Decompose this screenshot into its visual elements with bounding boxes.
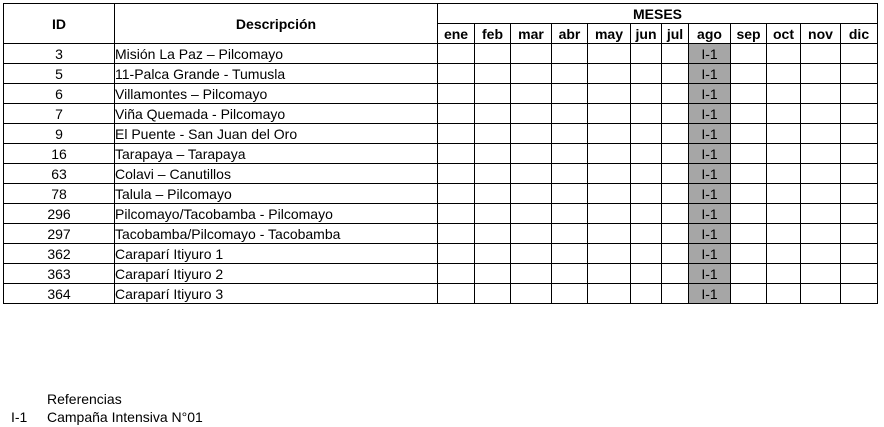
table-row — [4, 244, 878, 264]
row-id: 296 — [4, 204, 115, 224]
month-cell-may — [588, 44, 631, 64]
month-header-oct: oct — [767, 24, 801, 44]
month-cell-may — [588, 244, 631, 264]
month-cell-jul — [662, 64, 689, 84]
month-cell-abr — [552, 104, 588, 124]
month-cell-may — [588, 124, 631, 144]
month-cell-mar — [511, 144, 552, 164]
month-cell-jul — [662, 84, 689, 104]
month-cell-oct — [767, 124, 801, 144]
month-cell-jul — [662, 124, 689, 144]
month-cell-abr — [552, 144, 588, 164]
month-cell-abr — [552, 44, 588, 64]
month-cell-nov — [801, 284, 841, 304]
month-cell-oct — [767, 164, 801, 184]
month-cell-abr — [552, 164, 588, 184]
month-cell-sep — [731, 44, 767, 64]
month-cell-ago: I-1 — [689, 164, 731, 184]
month-cell-jun — [631, 284, 662, 304]
table-row — [4, 104, 878, 124]
month-cell-ago: I-1 — [689, 124, 731, 144]
month-cell-feb — [475, 64, 511, 84]
month-cell-sep — [731, 164, 767, 184]
month-cell-nov — [801, 204, 841, 224]
month-cell-ago: I-1 — [689, 44, 731, 64]
month-cell-oct — [767, 104, 801, 124]
row-description: Pilcomayo/Tacobamba - Pilcomayo — [115, 204, 438, 224]
month-cell-oct — [767, 264, 801, 284]
row-description: Caraparí Itiyuro 2 — [115, 264, 438, 284]
month-cell-may — [588, 84, 631, 104]
month-header-abr: abr — [552, 24, 588, 44]
month-cell-feb — [475, 124, 511, 144]
table-row — [4, 44, 878, 64]
month-header-feb: feb — [475, 24, 511, 44]
month-cell-jun — [631, 224, 662, 244]
month-cell-jun — [631, 204, 662, 224]
month-cell-mar — [511, 44, 552, 64]
month-cell-ago: I-1 — [689, 64, 731, 84]
month-cell-sep — [731, 264, 767, 284]
row-id: 364 — [4, 284, 115, 304]
month-cell-feb — [475, 184, 511, 204]
header-meses: MESES — [438, 4, 878, 24]
month-cell-mar — [511, 184, 552, 204]
month-cell-sep — [731, 104, 767, 124]
month-cell-may — [588, 64, 631, 84]
month-cell-sep — [731, 124, 767, 144]
month-cell-ene — [438, 144, 475, 164]
month-cell-abr — [552, 84, 588, 104]
table-row — [4, 84, 878, 104]
month-cell-ene — [438, 84, 475, 104]
month-cell-abr — [552, 124, 588, 144]
month-cell-feb — [475, 84, 511, 104]
month-cell-sep — [731, 204, 767, 224]
month-cell-jul — [662, 184, 689, 204]
month-cell-ene — [438, 104, 475, 124]
table-row — [4, 224, 878, 244]
month-cell-dic — [841, 224, 878, 244]
month-cell-mar — [511, 224, 552, 244]
row-description: El Puente - San Juan del Oro — [115, 124, 438, 144]
month-cell-may — [588, 284, 631, 304]
table-row — [4, 64, 878, 84]
month-cell-mar — [511, 104, 552, 124]
month-cell-jul — [662, 224, 689, 244]
month-cell-mar — [511, 84, 552, 104]
schedule-table — [3, 3, 878, 304]
month-cell-dic — [841, 264, 878, 284]
row-id: 6 — [4, 84, 115, 104]
month-header-sep: sep — [731, 24, 767, 44]
month-cell-jul — [662, 244, 689, 264]
row-id: 78 — [4, 184, 115, 204]
month-cell-jul — [662, 44, 689, 64]
month-cell-may — [588, 164, 631, 184]
row-id: 363 — [4, 264, 115, 284]
reference-description: Campaña Intensiva N°01 — [47, 409, 203, 425]
month-cell-jul — [662, 144, 689, 164]
month-cell-oct — [767, 284, 801, 304]
row-description: Caraparí Itiyuro 1 — [115, 244, 438, 264]
row-description: 11-Palca Grande - Tumusla — [115, 64, 438, 84]
month-cell-ago: I-1 — [689, 224, 731, 244]
month-cell-oct — [767, 64, 801, 84]
month-cell-mar — [511, 204, 552, 224]
month-cell-mar — [511, 124, 552, 144]
month-cell-jul — [662, 164, 689, 184]
month-cell-jul — [662, 104, 689, 124]
month-cell-abr — [552, 64, 588, 84]
month-cell-sep — [731, 144, 767, 164]
table-row — [4, 204, 878, 224]
row-id: 362 — [4, 244, 115, 264]
table-body — [4, 44, 878, 304]
month-cell-mar — [511, 64, 552, 84]
month-cell-feb — [475, 104, 511, 124]
month-cell-ago: I-1 — [689, 104, 731, 124]
month-cell-nov — [801, 264, 841, 284]
month-cell-ene — [438, 264, 475, 284]
month-cell-ago: I-1 — [689, 204, 731, 224]
month-cell-ago: I-1 — [689, 264, 731, 284]
month-cell-feb — [475, 144, 511, 164]
month-cell-abr — [552, 184, 588, 204]
month-cell-nov — [801, 164, 841, 184]
row-description: Misión La Paz – Pilcomayo — [115, 44, 438, 64]
month-cell-ene — [438, 124, 475, 144]
month-cell-abr — [552, 244, 588, 264]
month-cell-oct — [767, 44, 801, 64]
row-id: 9 — [4, 124, 115, 144]
month-cell-dic — [841, 44, 878, 64]
table-row — [4, 164, 878, 184]
table-row — [4, 144, 878, 164]
row-id: 297 — [4, 224, 115, 244]
row-description: Colavi – Canutillos — [115, 164, 438, 184]
month-cell-jun — [631, 244, 662, 264]
month-cell-feb — [475, 284, 511, 304]
month-cell-abr — [552, 264, 588, 284]
month-cell-nov — [801, 124, 841, 144]
month-cell-nov — [801, 144, 841, 164]
month-cell-feb — [475, 164, 511, 184]
month-cell-oct — [767, 224, 801, 244]
month-cell-nov — [801, 64, 841, 84]
header-description: Descripción — [115, 4, 438, 44]
month-cell-may — [588, 264, 631, 284]
row-description: Viña Quemada - Pilcomayo — [115, 104, 438, 124]
month-cell-ene — [438, 224, 475, 244]
month-cell-ago: I-1 — [689, 144, 731, 164]
month-cell-jun — [631, 264, 662, 284]
month-cell-oct — [767, 204, 801, 224]
month-header-nov: nov — [801, 24, 841, 44]
month-cell-nov — [801, 184, 841, 204]
month-cell-may — [588, 104, 631, 124]
row-id: 5 — [4, 64, 115, 84]
month-cell-dic — [841, 144, 878, 164]
month-cell-oct — [767, 244, 801, 264]
month-cell-dic — [841, 104, 878, 124]
month-cell-nov — [801, 224, 841, 244]
table-row — [4, 264, 878, 284]
month-cell-oct — [767, 184, 801, 204]
row-id: 16 — [4, 144, 115, 164]
reference-code: I-1 — [11, 409, 28, 425]
month-cell-sep — [731, 84, 767, 104]
month-cell-jun — [631, 184, 662, 204]
month-cell-ene — [438, 164, 475, 184]
month-cell-dic — [841, 284, 878, 304]
month-cell-abr — [552, 204, 588, 224]
month-cell-dic — [841, 84, 878, 104]
month-cell-may — [588, 144, 631, 164]
table-row — [4, 184, 878, 204]
row-description: Villamontes – Pilcomayo — [115, 84, 438, 104]
month-cell-ago: I-1 — [689, 284, 731, 304]
month-cell-jul — [662, 204, 689, 224]
month-cell-jul — [662, 264, 689, 284]
month-cell-dic — [841, 164, 878, 184]
month-cell-ene — [438, 284, 475, 304]
month-cell-dic — [841, 204, 878, 224]
month-cell-nov — [801, 84, 841, 104]
month-cell-jun — [631, 84, 662, 104]
month-cell-nov — [801, 44, 841, 64]
month-cell-sep — [731, 224, 767, 244]
row-id: 63 — [4, 164, 115, 184]
month-cell-ene — [438, 64, 475, 84]
row-description: Tarapaya – Tarapaya — [115, 144, 438, 164]
month-cell-ene — [438, 44, 475, 64]
month-cell-abr — [552, 224, 588, 244]
month-header-dic: dic — [841, 24, 878, 44]
month-cell-sep — [731, 64, 767, 84]
month-cell-feb — [475, 264, 511, 284]
row-description: Talula – Pilcomayo — [115, 184, 438, 204]
month-cell-jun — [631, 64, 662, 84]
month-header-jul: jul — [662, 24, 689, 44]
month-cell-nov — [801, 244, 841, 264]
month-cell-dic — [841, 64, 878, 84]
month-header-mar: mar — [511, 24, 552, 44]
month-cell-dic — [841, 184, 878, 204]
month-cell-mar — [511, 264, 552, 284]
row-description: Tacobamba/Pilcomayo - Tacobamba — [115, 224, 438, 244]
month-cell-abr — [552, 284, 588, 304]
month-cell-sep — [731, 284, 767, 304]
header-id: ID — [4, 4, 115, 44]
month-cell-ene — [438, 244, 475, 264]
month-cell-ene — [438, 184, 475, 204]
month-cell-oct — [767, 144, 801, 164]
month-cell-feb — [475, 244, 511, 264]
month-cell-may — [588, 224, 631, 244]
row-id: 7 — [4, 104, 115, 124]
month-cell-feb — [475, 204, 511, 224]
month-cell-sep — [731, 184, 767, 204]
month-cell-dic — [841, 244, 878, 264]
row-id: 3 — [4, 44, 115, 64]
month-cell-oct — [767, 84, 801, 104]
month-cell-mar — [511, 284, 552, 304]
row-description: Caraparí Itiyuro 3 — [115, 284, 438, 304]
month-cell-jun — [631, 124, 662, 144]
month-cell-may — [588, 204, 631, 224]
month-header-jun: jun — [631, 24, 662, 44]
month-cell-jun — [631, 164, 662, 184]
month-cell-ene — [438, 204, 475, 224]
month-cell-nov — [801, 104, 841, 124]
month-cell-dic — [841, 124, 878, 144]
month-header-may: may — [588, 24, 631, 44]
month-cell-feb — [475, 224, 511, 244]
month-cell-feb — [475, 44, 511, 64]
month-cell-sep — [731, 244, 767, 264]
month-cell-jun — [631, 44, 662, 64]
month-cell-ago: I-1 — [689, 244, 731, 264]
month-cell-ago: I-1 — [689, 184, 731, 204]
month-header-ene: ene — [438, 24, 475, 44]
month-cell-may — [588, 184, 631, 204]
month-header-ago: ago — [689, 24, 731, 44]
table-row — [4, 124, 878, 144]
month-cell-jun — [631, 144, 662, 164]
references-title: Referencias — [47, 391, 122, 407]
month-cell-mar — [511, 244, 552, 264]
month-cell-jun — [631, 104, 662, 124]
month-cell-jul — [662, 284, 689, 304]
month-cell-ago: I-1 — [689, 84, 731, 104]
month-cell-mar — [511, 164, 552, 184]
table-row — [4, 284, 878, 304]
